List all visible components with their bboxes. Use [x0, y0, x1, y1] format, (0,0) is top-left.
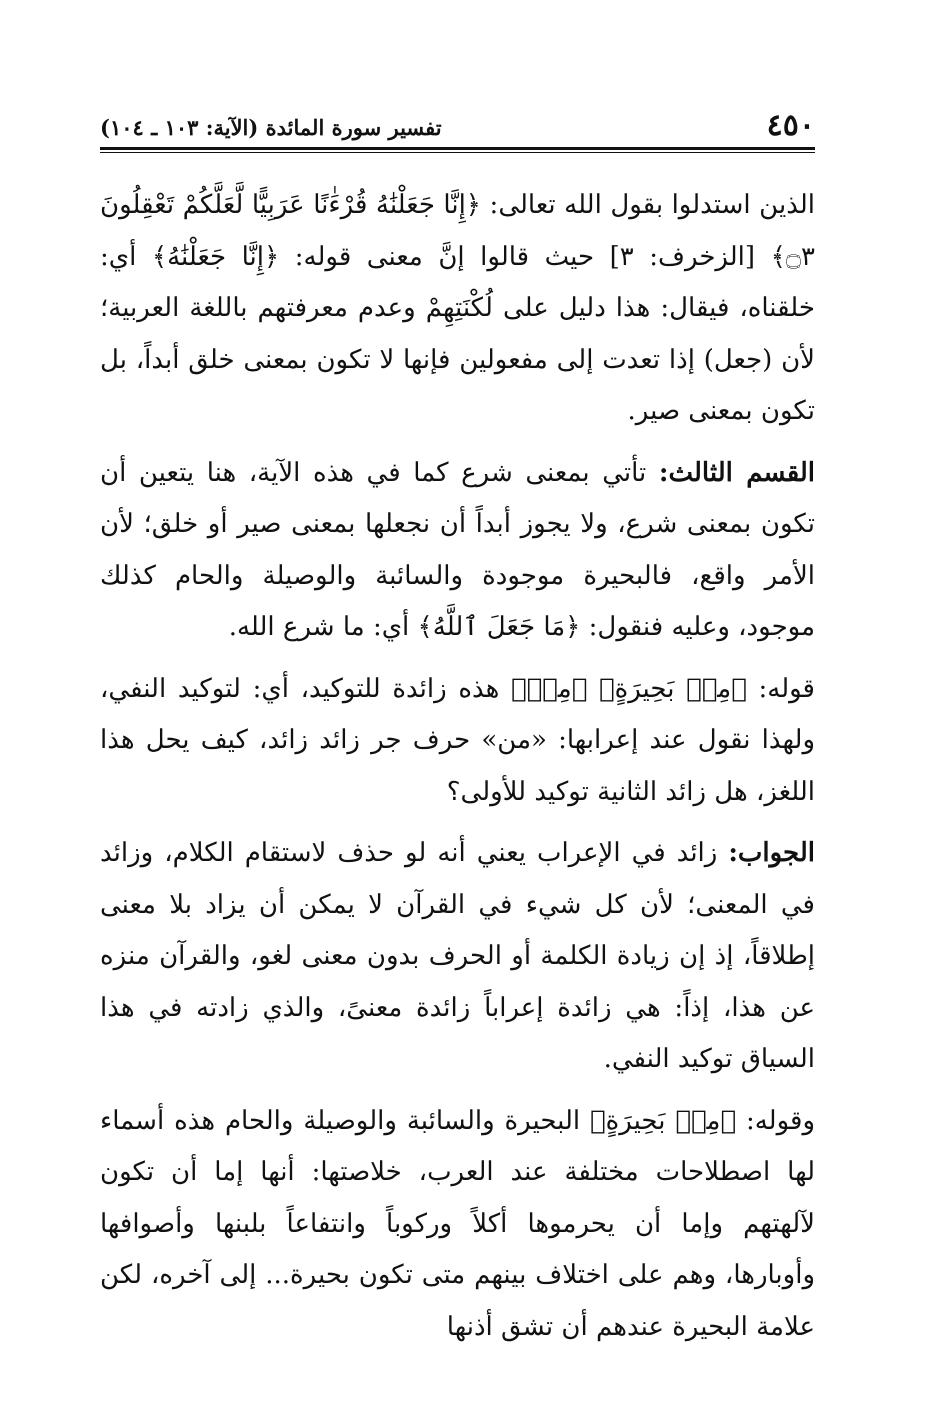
- header-rule-thin: [100, 152, 815, 153]
- paragraph: [100, 828, 815, 1086]
- paragraph-text: وقوله: ﴿مِنۢ بَحِيرَةٍ﴾ البحيرة والسائبة والوصيلة والحام هذه أسماء لها اصطلاحات مختلفة عند العرب، خلاصتها: أنها إما أن تكون لآلهتهم وإما أن يحرموها أكلاً وركوباً وانتفاعاً بلبنها وأصوافها وأوبارها، وهم على اختلاف بينهم متى تكون بحيرة... إلى آخره، لكن علامة البحيرة عندهم أن تشق أذنها: [100, 1105, 815, 1342]
- paragraph: [100, 448, 815, 654]
- running-title: تفسير سورة المائدة (الآية: ١٠٣ ـ ١٠٤): [100, 115, 442, 140]
- header-rule-thick: [100, 147, 815, 150]
- paragraph-text: قوله: ﴿مِنۢ بَحِيرَةٍ﴾ ﴿مِنۢ﴾ هذه زائدة للتوكيد، أي: لتوكيد النفي، ولهذا نقول عند إعرابها: «من» حرف جر زائد زائد، كيف يحل هذا اللغز، هل زائد الثانية توكيد للأولى؟: [100, 673, 815, 807]
- paragraph-text: الذين استدلوا بقول الله تعالى: ﴿إِنَّا جَعَلْنَٰهُ قُرْءَٰنًا عَرَبِيًّا لَّعَلَّكُمْ تَعْقِلُونَ ۝٣﴾ [الزخرف: ٣] حيث قالوا إنَّ معنى قوله: ﴿إِنَّا جَعَلْنَٰهُ﴾ أي: خلقناه، فيقال: هذا دليل على لُكْنَتِهِمْ وعدم معرفتهم باللغة العربية؛ لأن (جعل) إذا تعدت إلى مفعولين فإنها لا تكون بمعنى خلق أبداً، بل تكون بمعنى صير.: [100, 190, 816, 426]
- paragraph-text: زائد في الإعراب يعني أنه لو حذف لاستقام الكلام، وزائد في المعنى؛ لأن كل شيء في القرآن لا يمكن أن يزاد بلا معنى إطلاقاً، إذ إن زيادة الكلمة أو الحرف بدون معنى لغو، والقرآن منزه عن هذا، إذاً: هي زائدة إعراباً زائدة معنىً، والذي زادته في هذا السياق توكيد النفي.: [100, 838, 815, 1074]
- paragraph-lead: الجواب:: [728, 838, 815, 868]
- paragraph-text: تأتي بمعنى شرع كما في هذه الآية، هنا يتعين أن تكون بمعنى شرع، ولا يجوز أبداً أن نجعلها بمعنى صير أو خلق؛ لأن الأمر واقع، فالبحيرة موجودة والسائبة والوصيلة والحام كذلك موجود، وعليه فنقول: ﴿مَا جَعَلَ ٱللَّهُ﴾ أي: ما شرع الله.: [100, 457, 815, 642]
- paragraph: [100, 664, 815, 819]
- page-number: ٤٥٠: [766, 108, 815, 143]
- paragraph: [100, 1096, 815, 1354]
- page-header: [100, 108, 815, 148]
- body-text: [100, 180, 815, 1363]
- paragraph-lead: القسم الثالث:: [658, 457, 815, 488]
- paragraph: [100, 180, 815, 438]
